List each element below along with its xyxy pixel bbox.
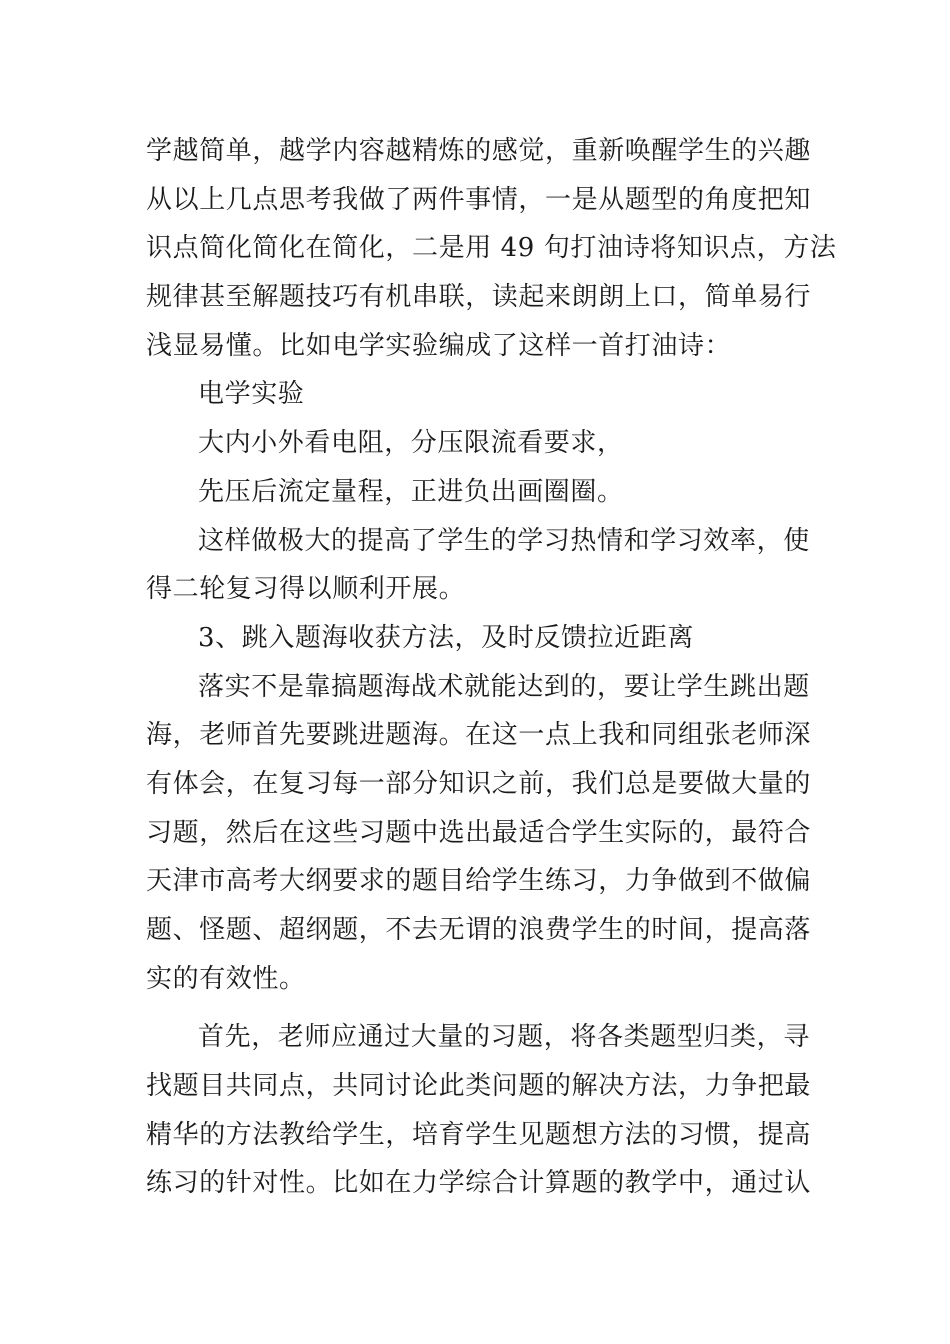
poem-line: 大内小外看电阻，分压限流看要求， <box>198 428 624 459</box>
text-line: 习题，然后在这些习题中选出最适合学生实际的，最符合 <box>146 817 812 848</box>
text-line: 这样做极大的提高了学生的学习热情和学习效率，使 <box>198 525 810 556</box>
text-line: 题、怪题、超纲题，不去无谓的浪费学生的时间，提高落 <box>146 915 812 945</box>
document-body <box>146 127 837 1208</box>
section-heading: 3、跳入题海收获方法，及时反馈拉近距离 <box>198 622 694 653</box>
text-line: 精华的方法教给学生，培育学生见题想方法的习惯，提高 <box>146 1119 812 1150</box>
poem-title: 电学实验 <box>198 379 305 410</box>
text-line: 得二轮复习得以顺利开展。 <box>146 574 466 605</box>
text-line: 练习的针对性。比如在力学综合计算题的教学中，通过认 <box>146 1168 812 1199</box>
paragraph-gap <box>146 1003 806 1013</box>
text-line: 从以上几点思考我做了两件事情，一是从题型的角度把知 <box>146 184 812 215</box>
text-line: 浅显易懂。比如电学实验编成了这样一首打油诗： <box>146 330 732 361</box>
text-line: 规律甚至解题技巧有机串联，读起来朗朗上口，简单易行 <box>146 282 812 313</box>
poem-line: 先压后流定量程，正进负出画圈圈。 <box>198 476 624 507</box>
text-line: 海，老师首先要跳进题海。在这一点上我和同组张老师深 <box>146 720 812 751</box>
text-line: 落实不是靠搞题海战术就能达到的，要让学生跳出题 <box>198 671 810 702</box>
text-line: 学越简单，越学内容越精炼的感觉，重新唤醒学生的兴趣 <box>146 136 812 166</box>
text-line: 天津市高考大纲要求的题目给学生练习，力争做到不做偏 <box>146 866 812 897</box>
text-line: 找题目共同点，共同讨论此类问题的解决方法，力争把最 <box>146 1071 812 1102</box>
text-line: 有体会，在复习每一部分知识之前，我们总是要做大量的 <box>146 768 812 799</box>
text-line: 首先，老师应通过大量的习题，将各类题型归类，寻 <box>198 1022 810 1053</box>
text-line: 实的有效性。 <box>146 963 306 994</box>
text-line: 识点简化简化在简化，二是用 49 句打油诗将知识点，方法 <box>146 233 837 264</box>
